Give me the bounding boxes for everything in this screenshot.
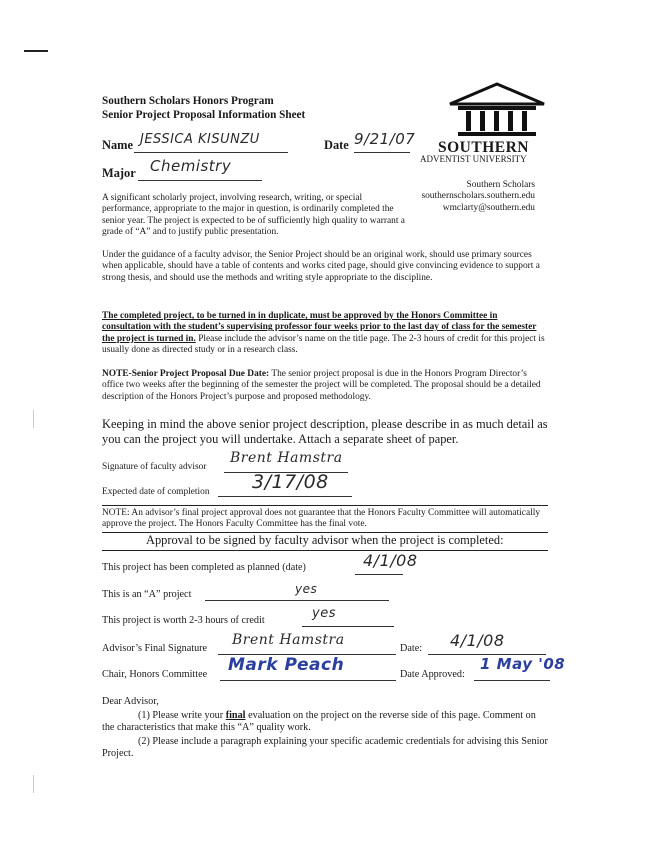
sheet-title: Senior Project Proposal Information Sheet	[102, 109, 306, 121]
final-signature-field	[218, 632, 396, 655]
advisor-signature-value: Brent Hamstra	[230, 450, 343, 466]
date-field	[354, 130, 416, 153]
committee-approval-notice: The completed project, to be turned in in duplicate, must be approved by the Honors Committee in consultation with the student’s supervising professor four weeks prior to the last day of class for the semester the project is turned in.	[102, 311, 537, 344]
due-date-text: The senior project proposal is due in the Honors Program Director’s office two weeks after the beginning of the semester the project will be completed. The proposal should be a detailed description of the Honors Project’s purpose and proposed methodology.	[102, 369, 541, 402]
date-approved-value: 1 May '08	[480, 655, 566, 673]
completed-label: This project has been completed as planned (date)	[102, 562, 306, 573]
completed-value: 4/1/08	[363, 551, 418, 570]
intro-paragraph-1: A significant scholarly project, involving research, writing, or special performance, appropriate to the major in question, is ordinarily completed the senior year. The project is expected to be of sufficiently high quality to warrant a grade of “A” and to justify public presentation.	[102, 193, 405, 237]
date-value: 9/21/07	[354, 130, 416, 148]
major-label: Major	[102, 166, 136, 180]
chair-label: Chair, Honors Committee	[102, 669, 208, 680]
scan-edge-mark	[33, 775, 34, 793]
letter-item-1-post: evaluation on the project on the reverse side of this page. Comment on the characteristics that make this “A” quality work.	[102, 710, 536, 733]
chair-field	[220, 655, 396, 681]
a-project-label: This is an “A” project	[102, 589, 192, 600]
approval-divider	[102, 550, 548, 551]
completed-field	[355, 551, 418, 575]
intro-paragraph-2: Under the guidance of a faculty advisor, the Senior Project should be an original work, should use primary sources when applicable, should have a table of contents and works cited page, should give convincing evidence to support a strong thesis, and should use the methods and writing style appropriate to the discipline.	[102, 250, 540, 283]
final-date-value: 4/1/08	[450, 631, 505, 650]
advisor-signature-label: Signature of faculty advisor	[102, 462, 207, 472]
scan-mark	[24, 50, 48, 52]
contact-org: Southern Scholars	[466, 180, 535, 190]
letter-item-1-emphasis: final	[225, 710, 246, 721]
a-project-value: yes	[295, 582, 318, 596]
logo-wordmark: SOUTHERN	[438, 139, 529, 156]
note-divider-top	[102, 505, 548, 506]
credit-note: Please include the advisor’s name on the title page. The 2-3 hours of credit for this project is usually done as directed study or in a research class.	[102, 333, 545, 355]
logo-subtitle: ADVENTIST UNIVERSITY	[420, 154, 527, 164]
credit-value: yes	[312, 606, 336, 621]
credit-field	[302, 606, 394, 627]
chair-signature-value: Mark Peach	[228, 655, 345, 675]
name-value: JESSICA KISUNZU	[140, 132, 260, 147]
date-label: Date	[324, 138, 349, 152]
approval-heading: Approval to be signed by faculty advisor when the project is completed:	[146, 533, 504, 547]
intro-paragraph-4	[102, 369, 548, 403]
name-label: Name	[102, 138, 133, 152]
final-signature-label: Advisor’s Final Signature	[102, 643, 208, 654]
due-date-heading: NOTE-Senior Project Proposal Due Date:	[102, 369, 270, 379]
scan-edge-mark	[33, 410, 34, 428]
instruction-paragraph: Keeping in mind the above senior project description, please describe in as much detail as you can the project you will undertake. Attach a separate sheet of paper.	[102, 417, 548, 446]
credit-label: This project is worth 2-3 hours of credit	[102, 615, 265, 626]
final-signature-value: Brent Hamstra	[232, 632, 345, 648]
letter-item-1-pre: (1) Please write your	[138, 710, 226, 721]
contact-web: southernscholars.southern.edu	[421, 191, 535, 202]
major-value: Chemistry	[150, 157, 232, 175]
expected-completion-field	[218, 471, 352, 497]
university-logo	[420, 80, 558, 170]
letter-salutation: Dear Advisor,	[102, 696, 159, 707]
final-date-field	[428, 631, 546, 655]
letter-item-1	[102, 710, 548, 734]
expected-completion-label: Expected date of completion	[102, 487, 210, 497]
advisor-approval-note: NOTE: An advisor’s final project approval does not guarantee that the Honors Faculty Committee will automatically approve the project. The Honors Faculty Committee has the final vote.	[102, 508, 541, 530]
intro-paragraph-3	[102, 311, 548, 356]
date-approved-field	[474, 655, 566, 681]
letter-item-2: (2) Please include a paragraph explaining your specific academic credentials for advising this Senior Project.	[102, 736, 548, 759]
a-project-field	[205, 582, 389, 601]
final-date-label: Date:	[400, 643, 423, 654]
program-title: Southern Scholars Honors Program	[102, 95, 274, 107]
major-field	[138, 157, 262, 181]
expected-completion-value: 3/17/08	[252, 471, 329, 493]
date-approved-label: Date Approved:	[400, 669, 465, 680]
contact-block	[405, 180, 535, 214]
columns-building-icon	[448, 80, 546, 138]
contact-email: wmclarty@southern.edu	[442, 202, 535, 213]
name-field	[134, 132, 288, 153]
